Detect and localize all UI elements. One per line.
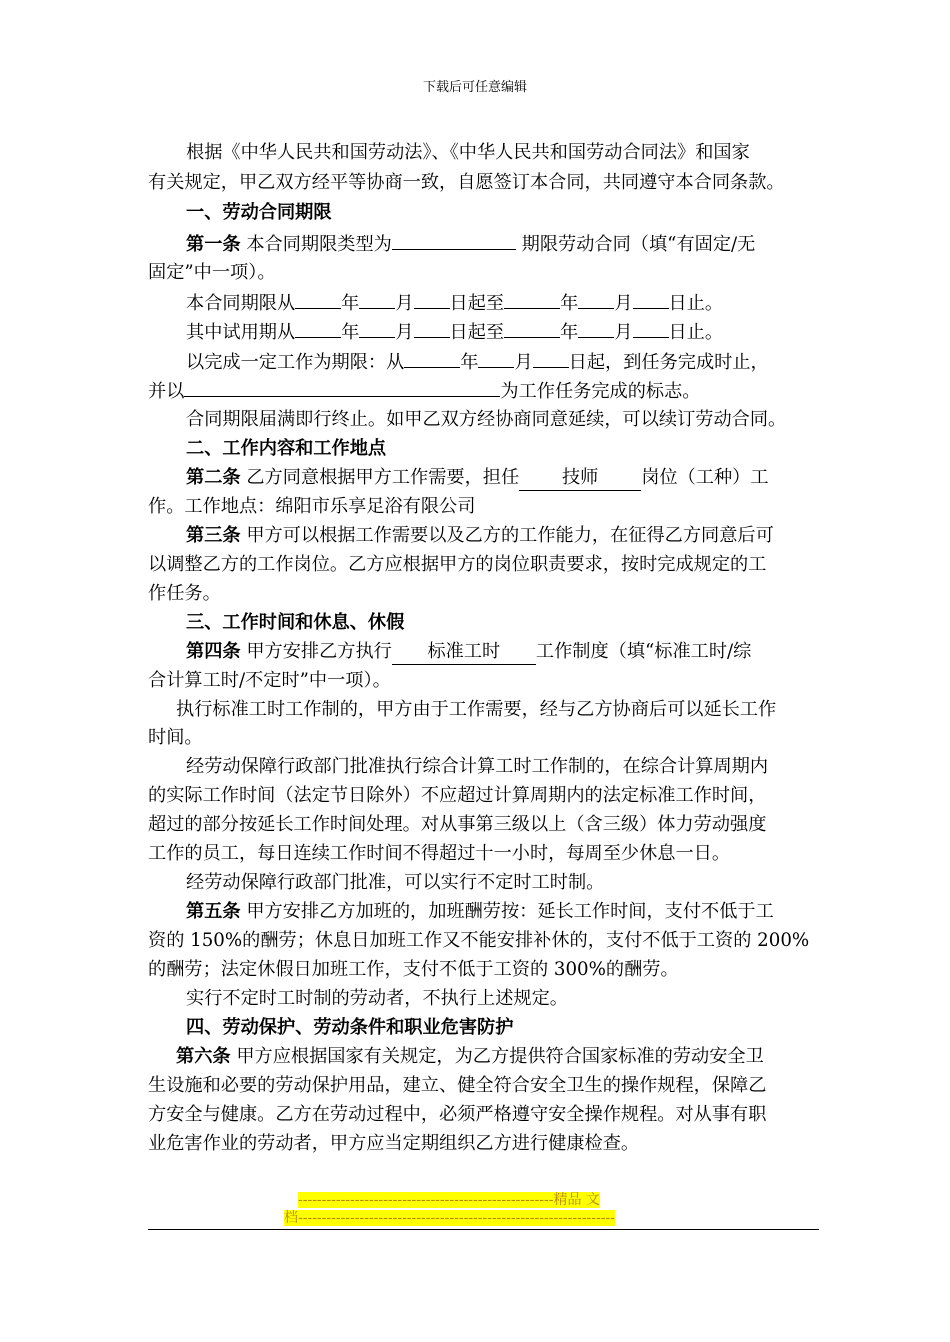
standard-hours-line-2: 时间。 (148, 727, 203, 748)
work-hours-value: 标准工时 (392, 640, 536, 665)
article-4-label: 第四条 (186, 641, 241, 662)
intro-line-2: 有关规定，甲乙双方经平等协商一致，自愿签订本合同，共同遵守本合同条款。 (148, 172, 785, 193)
article-1-line-1: 第一条 本合同期限类型为 期限劳动合同（填“有固定/无 (186, 231, 755, 257)
article-4-line-1: 第四条 甲方安排乙方执行 标准工时 工作制度（填“标准工时/综 (186, 640, 751, 665)
page-header: 下载后可任意编辑 (422, 80, 527, 95)
article-5-line-1: 第五条 甲方安排乙方加班的，加班酬劳按：延长工作时间，支付不低于工 (186, 901, 774, 922)
article-2-line-2: 作。工作地点：绵阳市乐享足浴有限公司 (148, 496, 476, 517)
article-4-line-2: 合计算工时/不定时”中一项）。 (148, 670, 391, 691)
article-5-line-3: 的酬劳；法定休假日加班工作，支付不低于工资的 300%的酬劳。 (148, 959, 679, 980)
article-3-line-1: 第三条 甲方可以根据工作需要以及乙方的工作能力，在征得乙方同意后可 (186, 525, 774, 546)
article-3-line-2: 以调整乙方的工作岗位。乙方应根据甲方的岗位职责要求，按时完成规定的工 (148, 554, 767, 575)
article-5-line-2: 资的 150%的酬劳；休息日加班工作又不能安排补休的，支付不低于工资的 200% (148, 930, 810, 951)
flexible-hours-line: 经劳动保障行政部门批准，可以实行不定时工时制。 (186, 872, 605, 893)
intro-line-1: 根据《中华人民共和国劳动法》、《中华人民共和国劳动合同法》和国家 (186, 142, 750, 163)
term-line: 本合同期限从 年 月 日起至 年 月 日止。 (186, 290, 723, 316)
comprehensive-line-2: 的实际工作时间（法定节日除外）不应超过计算周期内的法定标准工作时间， (148, 785, 767, 806)
section-2-title: 二、工作内容和工作地点 (186, 438, 387, 459)
section-3-title: 三、工作时间和休息、休假 (186, 612, 405, 633)
standard-hours-line-1: 执行标准工时工作制的，甲方由于工作需要，经与乙方协商后可以延长工作 (176, 699, 777, 720)
footer-watermark-line-1: ------------------------------------------------------精品 文 (298, 1192, 600, 1208)
footer-rule (148, 1229, 819, 1230)
probation-line: 其中试用期从 年 月 日起至 年 月 日止。 (186, 319, 723, 345)
section-4-title: 四、劳动保护、劳动条件和职业危害防护 (186, 1017, 514, 1038)
article-6-line-4: 业危害作业的劳动者，甲方应当定期组织乙方进行健康检查。 (148, 1133, 640, 1154)
article-1-label: 第一条 (186, 234, 241, 255)
article-6-line-3: 方安全与健康。乙方在劳动过程中，必须严格遵守安全操作规程。对从事有职 (148, 1104, 767, 1125)
article-6-line-1: 第六条 甲方应根据国家有关规定，为乙方提供符合国家标准的劳动安全卫 (176, 1046, 764, 1067)
footer-watermark-line-2: 档------------------------------------------------------------------- (284, 1210, 615, 1226)
expire-line: 合同期限届满即行终止。如甲乙双方经协商同意延续，可以续订劳动合同。 (186, 409, 787, 430)
position-value: 技师 (519, 466, 641, 491)
section-1-title: 一、劳动合同期限 (186, 202, 332, 223)
task-term-line-2: 并以 为工作任务完成的标志。 (148, 378, 700, 404)
task-term-line-1: 以完成一定工作为期限：从 年 月 日起，到任务完成时止， (186, 349, 769, 375)
article-5-label: 第五条 (186, 901, 241, 922)
article-3-line-3: 作任务。 (148, 583, 221, 604)
contract-type-blank (392, 231, 516, 250)
article-2-line-1: 第二条 乙方同意根据甲方工作需要，担任 技师 岗位（工种）工 (186, 466, 769, 491)
article-1-line-2: 固定”中一项）。 (148, 262, 276, 283)
task-completion-blank (184, 378, 500, 397)
flexible-exempt-line: 实行不定时工时制的劳动者，不执行上述规定。 (186, 988, 568, 1009)
article-6-label: 第六条 (176, 1046, 231, 1067)
article-3-label: 第三条 (186, 525, 241, 546)
article-6-line-2: 生设施和必要的劳动保护用品，建立、健全符合安全卫生的操作规程，保障乙 (148, 1075, 767, 1096)
article-2-label: 第二条 (186, 467, 241, 488)
comprehensive-line-3: 超过的部分按延长工作时间处理。对从事第三级以上（含三级）体力劳动强度 (148, 814, 767, 835)
comprehensive-line-4: 工作的员工，每日连续工作时间不得超过十一小时，每周至少休息一日。 (148, 843, 731, 864)
comprehensive-line-1: 经劳动保障行政部门批准执行综合计算工时工作制的，在综合计算周期内 (186, 756, 769, 777)
